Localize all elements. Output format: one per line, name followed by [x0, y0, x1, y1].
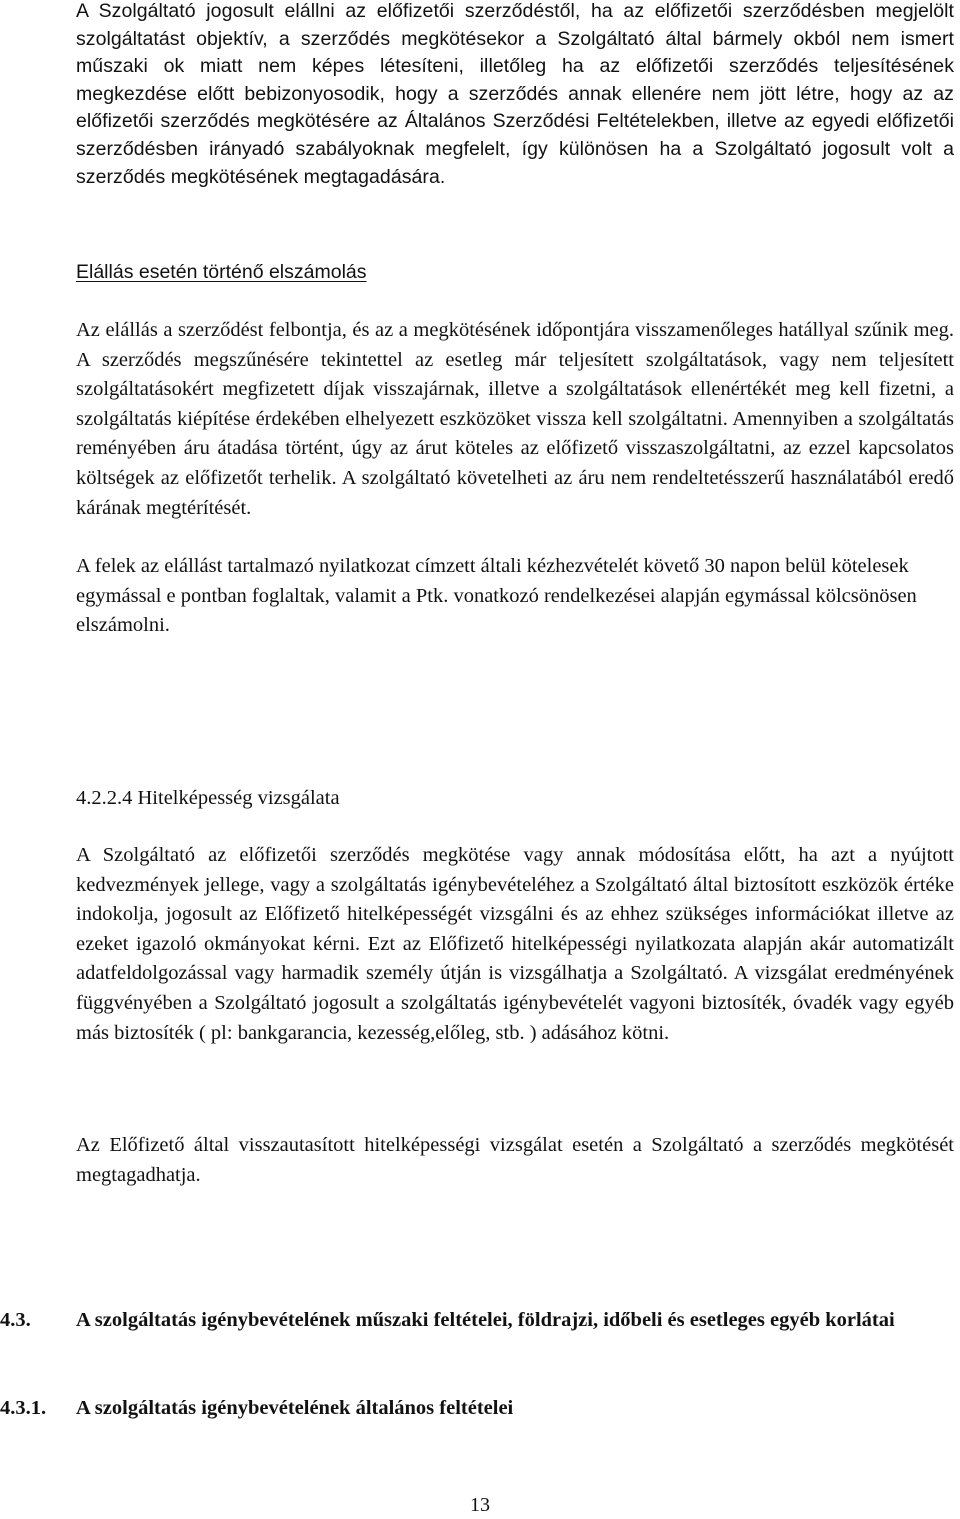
paragraph-settlement-terms: Az elállás a szerződést felbontja, és az a megkötésének időpontjára visszamenőleges hatállyal szűnik meg. A szerződés megszűnésére tekintettel az esetleg már teljesített szolgáltatások, vagy nem teljesített szolgáltatásokért megfizetett díjak visszajárnak, illetve a szolgáltatások ellenértékét meg kell fizetni, a szolgáltatás kiépítése érdekében elhelyezett eszközöket vissza kell szolgáltatni. Amennyiben a szolgáltatás reményében áru átadása történt, úgy az árut köteles az előfizető visszaszolgáltatni, az ezzel kapcsolatos költségek az előfizetőt terhelik. A szolgáltató követelheti az áru nem rendeltetésszerű használatából eredő kárának megtérítését. [76, 319, 954, 519]
section-heading-credit-check: 4.2.2.4 Hitelképesség vizsgálata [76, 787, 340, 809]
paragraph-withdrawal-right: A Szolgáltató jogosult elállni az előfizetői szerződéstől, ha az előfizetői szerződésben megjelölt szolgáltatást objektív, a szerződés megkötésekor a Szolgáltató által bármely okból nem ismert műszaki ok miatt nem képes létesíteni, illetőleg ha az előfizetői szerződés teljesítésének megkezdése előtt bebizonyosodik, hogy a szerződés annak ellenére nem jött létre, hogy az az előfizetői szerződés megkötésére az Általános Szerződési Feltételekben, illetve az egyedi előfizetői szerződésben irányadó szabályoknak megfelelt, így különösen ha a Szolgáltató jogosult volt a szerződés megkötésének megtagadására. [76, 0, 954, 188]
paragraph-settlement-deadline: A felek az elállást tartalmazó nyilatkozat címzett általi kézhezvételét követő 30 napon belül kötelesek egymással e pontban foglaltak, valamit a Ptk. vonatkozó rendelkezései alapján egymással kölcsönösen elszámolni. [76, 555, 917, 637]
section-heading-4-3-1 [0, 1394, 954, 1423]
section-title-4-3: A szolgáltatás igénybevételének műszaki feltételei, földrajzi, időbeli és esetleges egyéb korlátai [76, 1309, 895, 1331]
paragraph-credit-check: A Szolgáltató az előfizetői szerződés megkötése vagy annak módosítása előtt, ha azt a nyújtott kedvezmények jellege, vagy a szolgáltatás igénybevételéhez a Szolgáltató által biztosított eszközök értéke indokolja, jogosult az Előfizető hitelképességét vizsgálni és az ehhez szükséges információkat illetve az ezeket igazoló okmányokat kérni. Ezt az Előfizető hitelképességi nyilatkozata alapján akár automatizált adatfeldolgozással vagy harmadik személy útján is vizsgálhatja a Szolgáltató. A vizsgálat eredményének függvényében a Szolgáltató jogosult a szolgáltatás igénybevételét vagyoni biztosíték, óvadék vagy egyéb más biztosíték ( pl: bankgarancia, kezesség,előleg, stb. ) adásához kötni. [76, 844, 954, 1044]
section-heading-4-3 [0, 1306, 954, 1335]
page-number: 13 [470, 1494, 490, 1516]
paragraph-credit-refusal: Az Előfizető által visszautasított hitelképességi vizsgálat esetén a Szolgáltató a szerződés megkötését megtagadhatja. [76, 1134, 954, 1186]
section-title-4-3-1: A szolgáltatás igénybevételének általános feltételei [76, 1397, 514, 1419]
section-number-4-3: 4.3. [0, 1309, 31, 1331]
section-number-4-3-1: 4.3.1. [0, 1397, 47, 1419]
heading-withdrawal-settlement: Elállás esetén történő elszámolás [76, 261, 367, 283]
